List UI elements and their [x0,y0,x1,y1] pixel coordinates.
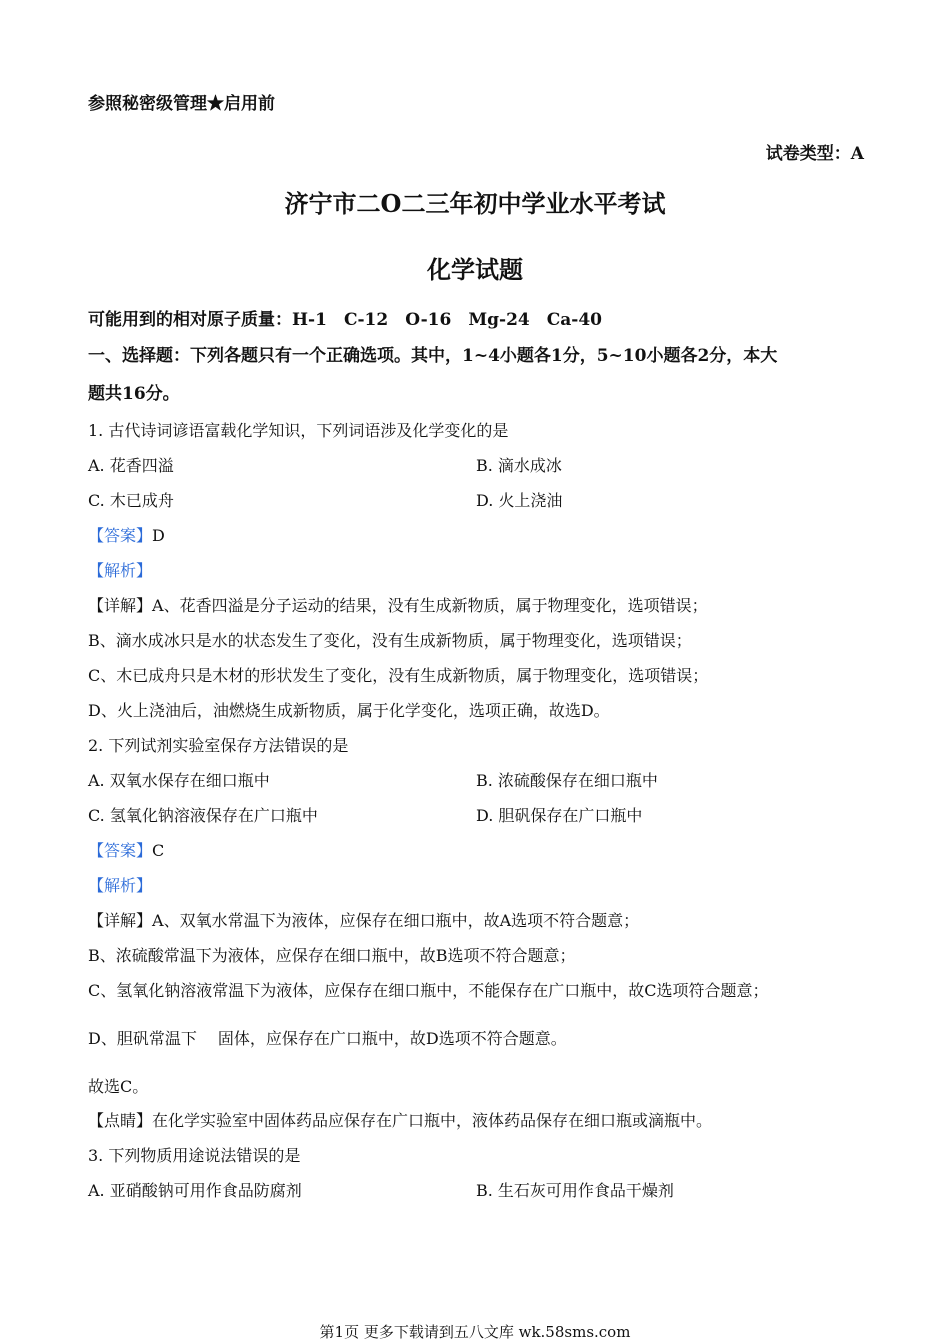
comment-line [88,1110,712,1132]
classification-label: 参照秘密级管理★启用前 [88,94,275,114]
comment-text: 在化学实验室中固体药品应保存在广口瓶中，液体药品保存在细口瓶或滴瓶中。 [152,1111,713,1130]
detail-tag: 【详解】 [88,911,153,930]
detail-line: C、氢氧化钠溶液常温下为液体，应保存在细口瓶中，不能保存在广口瓶中，故C选项符合题意； [88,981,769,1000]
option-b: B. 生石灰可用作食品干燥剂 [476,1181,674,1200]
detail-line [88,595,708,617]
page-footer: 第1页 更多下载请到五八文库 wk.58sms.com [319,1323,631,1341]
question-stem: 3. 下列物质用途说法错误的是 [88,1146,301,1165]
detail-text: A、花香四溢是分子运动的结果，没有生成新物质，属于物理变化，选项错误； [152,596,708,615]
option-b: B. 滴水成冰 [476,456,562,475]
exam-subtitle: 化学试题 [427,255,523,284]
section-instructions-line1: 一、选择题：下列各题只有一个正确选项。其中，1~4小题各1分，5~10小题各2分，本大 [88,346,778,366]
paper-type-label: 试卷类型：A [765,144,864,164]
option-d: D. 胆矾保存在广口瓶中 [476,806,643,825]
option-a: A. 亚硝酸钠可用作食品防腐剂 [88,1181,302,1200]
detail-line: C、木已成舟只是木材的形状发生了变化，没有生成新物质，属于物理变化，选项错误； [88,666,709,685]
detail-line: B、浓硫酸常温下为液体，应保存在细口瓶中，故B选项不符合题意； [88,946,576,965]
answer-value: D [152,526,165,545]
detail-tag: 【详解】 [88,596,153,615]
option-c: C. 氢氧化钠溶液保存在广口瓶中 [88,806,318,825]
detail-line: D、火上浇油后，油燃烧生成新物质，属于化学变化，选项正确，故选D。 [88,701,610,720]
detail-text: A、双氧水常温下为液体，应保存在细口瓶中，故A选项不符合题意； [152,911,640,930]
comment-tag: 【点睛】 [88,1111,153,1130]
answer-line [88,525,165,547]
option-a: A. 花香四溢 [88,456,174,475]
option-c: C. 木已成舟 [88,491,174,510]
option-a: A. 双氧水保存在细口瓶中 [88,771,270,790]
question-stem: 1. 古代诗词谚语富载化学知识，下列词语涉及化学变化的是 [88,421,509,440]
detail-line [88,910,639,932]
answer-value: C [152,841,165,860]
option-d: D. 火上浇油 [476,491,563,510]
detail-line: B、滴水成冰只是水的状态发生了变化，没有生成新物质，属于物理变化，选项错误； [88,631,692,650]
analysis-tag: 【解析】 [88,876,153,895]
section-instructions-line2: 题共16分。 [88,384,180,404]
exam-title: 济宁市二O二三年初中学业水平考试 [284,189,666,218]
option-b: B. 浓硫酸保存在细口瓶中 [476,771,658,790]
conclusion: 故选C。 [88,1077,149,1096]
answer-line [88,840,164,862]
answer-tag: 【答案】 [88,526,153,545]
answer-tag: 【答案】 [88,841,153,860]
detail-line: D、胆矾常温下 固体，应保存在广口瓶中，故D选项不符合题意。 [88,1029,567,1048]
analysis-tag: 【解析】 [88,561,153,580]
question-stem: 2. 下列试剂实验室保存方法错误的是 [88,736,349,755]
atomic-masses: 可能用到的相对原子质量：H-1 C-12 O-16 Mg-24 Ca-40 [88,310,603,330]
